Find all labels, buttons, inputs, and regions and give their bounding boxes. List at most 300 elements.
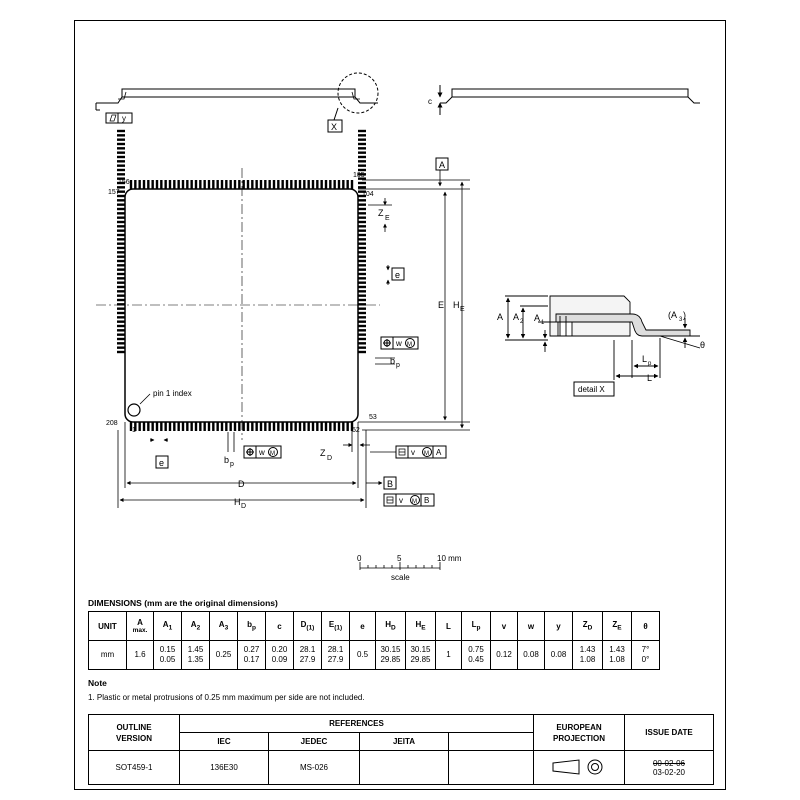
pin (268, 180, 270, 189)
pin (358, 186, 366, 188)
detail-label-A2: A (513, 312, 520, 322)
pin (290, 422, 292, 431)
issue-date-value (625, 751, 714, 785)
pin (358, 229, 366, 231)
pin (186, 422, 188, 431)
pin (358, 221, 366, 223)
pin (156, 180, 158, 189)
pin (307, 180, 309, 189)
pin (358, 156, 366, 158)
pin (358, 251, 366, 253)
label-E: E (438, 300, 445, 310)
dim-value: 1.08 (579, 655, 596, 664)
dim-value: 0.12 (496, 650, 512, 659)
label-D: D (238, 479, 245, 489)
pin (242, 180, 244, 189)
outline-version-value: SOT459-1 (89, 751, 180, 785)
dim-header-sub: 3 (224, 624, 229, 632)
svg-text:A: A (436, 448, 442, 457)
pin (117, 212, 125, 214)
pin (242, 422, 244, 431)
dim-value-cell (462, 641, 491, 670)
pin (346, 422, 348, 431)
svg-text:X: X (331, 122, 338, 132)
pin (216, 180, 218, 189)
dim-header-main: Z (582, 620, 588, 630)
dim-header-main: A (162, 620, 169, 630)
pin (238, 180, 240, 189)
pin (117, 216, 125, 218)
detail-label-A1: A (534, 313, 541, 323)
pin (117, 238, 125, 240)
pin (199, 422, 201, 431)
dim-header-cell (376, 612, 406, 641)
dim-header-cell (462, 612, 491, 641)
pin (358, 264, 366, 266)
dim-value-cell (545, 641, 573, 670)
pin (342, 422, 344, 431)
pin (294, 180, 296, 189)
svg-text:2: 2 (520, 319, 524, 325)
dim-value: 28.1 (299, 645, 316, 654)
dim-value: 0.08 (550, 650, 567, 659)
dim-value: 1.08 (609, 655, 625, 664)
pin (358, 143, 366, 145)
pin (329, 422, 331, 431)
pin (190, 180, 192, 189)
pin (358, 320, 366, 322)
dim-header-cell (210, 612, 238, 641)
detail-label-theta: θ (700, 340, 706, 350)
dim-value-cell (603, 641, 632, 670)
scale-0: 0 (357, 554, 362, 563)
pin (117, 338, 125, 340)
pin (203, 422, 205, 431)
dim-value-cell (322, 641, 350, 670)
scale-10: 10 mm (437, 554, 462, 563)
pin (358, 225, 366, 227)
pin1-index-label: pin 1 index (153, 389, 192, 398)
label-ZE: Z (378, 208, 384, 218)
iec-value: 136E30 (180, 751, 269, 785)
pin (117, 251, 125, 253)
pin (117, 203, 125, 205)
projection-symbol (534, 751, 625, 785)
pin (117, 303, 125, 305)
pin (143, 180, 145, 189)
jedec-value: MS-026 (269, 751, 360, 785)
pin (117, 164, 125, 166)
pin (234, 180, 236, 189)
dim-header-cell (573, 612, 603, 641)
pin (134, 180, 136, 189)
pin (177, 422, 179, 431)
pin (117, 138, 125, 140)
outline-version-header: OUTLINE VERSION (89, 715, 180, 751)
pin (358, 151, 366, 153)
pin (117, 268, 125, 270)
pin (160, 180, 162, 189)
dim-header-cell (266, 612, 294, 641)
pin (195, 180, 197, 189)
dim-value-cell (632, 641, 660, 670)
dim-header-cell (632, 612, 660, 641)
pin (169, 422, 171, 431)
dim-header-main: H (415, 620, 422, 630)
pin (203, 180, 205, 189)
pin (138, 180, 140, 189)
pin (325, 180, 327, 189)
pin (117, 173, 125, 175)
side-view-left (96, 73, 378, 120)
pin (358, 325, 366, 327)
pin (358, 286, 366, 288)
pin (117, 351, 125, 353)
pin (117, 325, 125, 327)
label-c: c (428, 97, 432, 106)
pin (358, 199, 366, 201)
pin (117, 312, 125, 314)
dim-value-cell (518, 641, 545, 670)
pin-208-label: 208 (106, 420, 118, 427)
pin (117, 160, 125, 162)
dim-value: 0.5 (356, 650, 369, 659)
pin (117, 247, 125, 249)
pin (117, 320, 125, 322)
svg-text:M: M (412, 499, 417, 505)
dim-value: 0.17 (243, 655, 260, 664)
dim-value-cell (436, 641, 462, 670)
dim-header-sub: p (251, 624, 256, 632)
pin (117, 277, 125, 279)
dim-value-cell (491, 641, 518, 670)
dim-value-cell (573, 641, 603, 670)
pin (117, 199, 125, 201)
label-e-right: e (395, 270, 401, 280)
pin (358, 268, 366, 270)
pin (117, 286, 125, 288)
dim-header-main: UNIT (98, 621, 117, 631)
dim-value-cell (182, 641, 210, 670)
dim-value: 0.08 (523, 650, 539, 659)
dim-header-main: L (446, 621, 451, 631)
dim-value: 1.43 (579, 645, 596, 654)
dim-header-main: v (501, 621, 507, 631)
pin (358, 299, 366, 301)
dim-header-main: Z (612, 620, 618, 630)
european-projection-header: EUROPEAN PROJECTION (534, 715, 625, 751)
pin (117, 229, 125, 231)
pin (320, 180, 322, 189)
pin (117, 346, 125, 348)
pin (358, 234, 366, 236)
pin (358, 281, 366, 283)
dim-value-cell (294, 641, 322, 670)
pin (225, 422, 227, 431)
dim-value: 0.25 (215, 650, 232, 659)
pin (208, 422, 210, 431)
dim-header-main: y (556, 621, 561, 631)
dim-header-cell (518, 612, 545, 641)
pin (299, 422, 301, 431)
iec-header: IEC (180, 733, 269, 751)
pin (273, 180, 275, 189)
dim-header-cell (603, 612, 632, 641)
pin (358, 147, 366, 149)
dim-header-sub: 2 (196, 624, 201, 632)
svg-text:v: v (399, 496, 403, 505)
dim-header-cell (545, 612, 573, 641)
pin (316, 422, 318, 431)
pin (117, 316, 125, 318)
references-table (88, 714, 714, 785)
svg-text:): ) (683, 310, 686, 320)
pin (358, 216, 366, 218)
pin (273, 422, 275, 431)
label-bp-right: b (390, 356, 396, 366)
pin (333, 422, 335, 431)
dim-value-cell (127, 641, 154, 670)
dim-header-cell (491, 612, 518, 641)
dim-value-cell (266, 641, 294, 670)
scale-5: 5 (397, 554, 402, 563)
pin (260, 422, 262, 431)
pin (169, 180, 171, 189)
dim-value: 0.27 (243, 645, 260, 654)
pin (358, 212, 366, 214)
pin (358, 138, 366, 140)
pin (117, 264, 125, 266)
pin (186, 180, 188, 189)
pin (358, 182, 366, 184)
pin (338, 422, 340, 431)
pin (117, 225, 125, 227)
pin (234, 422, 236, 431)
pin (117, 255, 125, 257)
pin (117, 169, 125, 171)
pin (277, 180, 279, 189)
jeita-value (360, 751, 449, 785)
dim-header-sub: p (476, 624, 481, 632)
dim-value-cell (210, 641, 238, 670)
pin (358, 130, 366, 132)
label-ZD: Z (320, 448, 326, 458)
pin (325, 422, 327, 431)
note-title: Note (88, 678, 107, 688)
pin (312, 180, 314, 189)
dim-header-main: A (190, 620, 197, 630)
detail-x-label: detail X (578, 385, 605, 394)
pin (358, 273, 366, 275)
dim-header-cell (89, 612, 127, 641)
svg-text:p: p (648, 361, 652, 367)
pin-157-label: 157 (108, 189, 120, 196)
pin (333, 180, 335, 189)
dim-header-main: θ (643, 621, 648, 631)
pin (268, 422, 270, 431)
pin-156-label: 156 (118, 179, 130, 186)
svg-text:D: D (327, 455, 333, 462)
dim-value: 29.85 (380, 655, 401, 664)
dim-header-sub: (1) (306, 624, 315, 632)
pin (117, 329, 125, 331)
issue-date-header: ISSUE DATE (625, 715, 714, 751)
side-view-right (440, 85, 700, 115)
issue-date-old: 00-02-06 (652, 758, 686, 768)
pin (164, 180, 166, 189)
dim-value: 30.15 (380, 645, 401, 654)
dim-header-cell (294, 612, 322, 641)
pin (117, 234, 125, 236)
pin (117, 342, 125, 344)
pin (358, 260, 366, 262)
dim-header-main: H (385, 620, 392, 630)
pin (281, 422, 283, 431)
pin (342, 180, 344, 189)
dim-value: 1.35 (187, 655, 204, 664)
pin (117, 290, 125, 292)
detail-label-A3: (A (668, 310, 677, 320)
pin (229, 180, 231, 189)
pin (358, 277, 366, 279)
pin (190, 422, 192, 431)
svg-text:w: w (259, 448, 265, 457)
label-HD: H (234, 497, 241, 507)
pin (358, 346, 366, 348)
pin (358, 303, 366, 305)
pin (312, 422, 314, 431)
pin (182, 422, 184, 431)
pin (173, 422, 175, 431)
label-y: y (122, 114, 126, 123)
pin (212, 422, 214, 431)
dim-value-cell (406, 641, 436, 670)
pin (225, 180, 227, 189)
detail-label-Lp: L (642, 354, 648, 364)
pin (117, 273, 125, 275)
dim-header-main: D (300, 620, 307, 630)
svg-text:v: v (411, 448, 415, 457)
dim-value-cell (89, 641, 127, 670)
issue-date-new: 03-02-20 (652, 767, 686, 777)
svg-text:M: M (424, 451, 429, 457)
dim-value: 1.6 (134, 650, 146, 659)
pin (251, 180, 253, 189)
dim-header-main: L (471, 620, 477, 630)
svg-text:w: w (396, 339, 402, 348)
pin-1-label: 1 (132, 427, 136, 434)
pin (151, 422, 153, 431)
svg-text:D: D (241, 503, 247, 510)
dim-value-cell (238, 641, 266, 670)
pin (182, 180, 184, 189)
dim-value: 30.15 (410, 645, 431, 654)
pin (199, 180, 201, 189)
dim-header-cell (238, 612, 266, 641)
dim-value: 28.1 (327, 645, 344, 654)
pin (277, 422, 279, 431)
scale-bar (360, 562, 440, 570)
dim-header-main: E (328, 620, 335, 630)
pin (260, 180, 262, 189)
dim-value: 1 (446, 650, 451, 659)
pin (299, 180, 301, 189)
pin (358, 242, 366, 244)
pin (264, 180, 266, 189)
pin (117, 147, 125, 149)
top-view (96, 168, 380, 440)
pin (238, 422, 240, 431)
pin (160, 422, 162, 431)
pin (358, 307, 366, 309)
pin (117, 143, 125, 145)
label-HE: H (453, 300, 460, 310)
pin (290, 180, 292, 189)
pin (294, 422, 296, 431)
pin (247, 422, 249, 431)
pin-52-label: 52 (352, 427, 360, 434)
dim-header-sub: max. (132, 627, 148, 634)
scale-label: scale (391, 573, 410, 582)
detail-label-A: A (497, 312, 504, 322)
dim-value-cell (154, 641, 182, 670)
pin (117, 221, 125, 223)
pin (358, 316, 366, 318)
pin (303, 180, 305, 189)
dimensions-title: DIMENSIONS (mm are the original dimensions) (88, 598, 278, 608)
dim-header-sub: D (391, 624, 396, 632)
pin (358, 294, 366, 296)
pin (177, 180, 179, 189)
dim-header-sub: 1 (168, 624, 173, 632)
pin (147, 422, 149, 431)
dim-value-cell (376, 641, 406, 670)
pin (138, 422, 140, 431)
svg-text:A: A (439, 160, 446, 170)
dim-value: 0.45 (468, 655, 484, 664)
pin (221, 422, 223, 431)
pin (255, 422, 257, 431)
dim-header-main: e (360, 621, 365, 631)
pin (117, 294, 125, 296)
svg-text:M: M (407, 342, 412, 348)
pin (346, 180, 348, 189)
pin (320, 422, 322, 431)
dim-value: 0.75 (468, 645, 484, 654)
dim-header-sub: D (587, 624, 593, 632)
dim-header-cell (350, 612, 376, 641)
pin (307, 422, 309, 431)
pin (117, 242, 125, 244)
pin (358, 329, 366, 331)
svg-text:p: p (396, 362, 400, 369)
dim-header-main: w (527, 621, 535, 631)
dim-header-cell (182, 612, 210, 641)
dim-header-sub: E (617, 624, 622, 632)
dim-value: 7° (641, 645, 650, 654)
dim-header-main: A (218, 620, 225, 630)
pin (264, 422, 266, 431)
svg-text:B: B (387, 479, 394, 489)
pin (247, 180, 249, 189)
pin (117, 281, 125, 283)
dim-header-main: b (247, 620, 252, 630)
dim-value: 1.45 (187, 645, 204, 654)
dim-header-cell (322, 612, 350, 641)
pin (351, 180, 353, 189)
pin (221, 180, 223, 189)
pin (117, 260, 125, 262)
